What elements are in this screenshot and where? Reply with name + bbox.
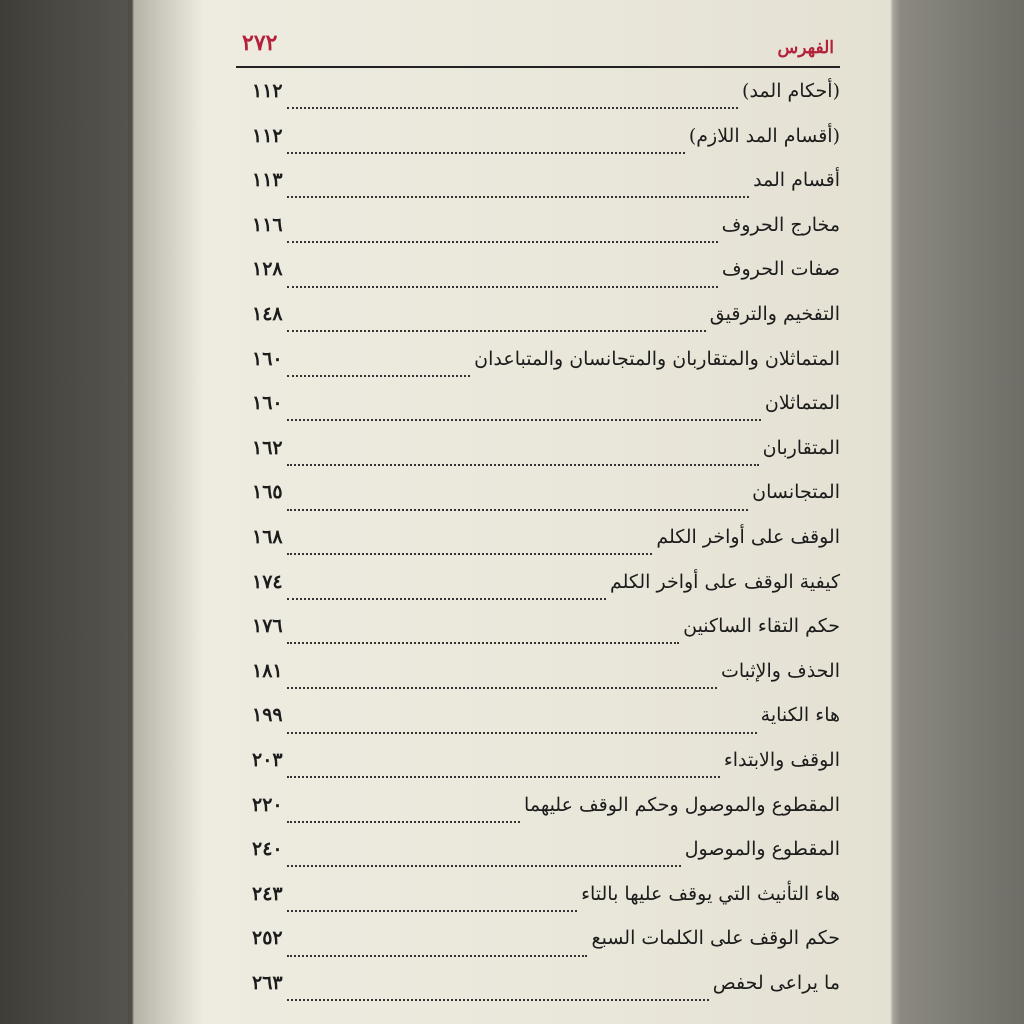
toc-entry-page: ١٢٨ — [252, 258, 283, 281]
toc-entry-page: ٢٥٢ — [252, 927, 283, 950]
toc-entry — [252, 972, 840, 1017]
toc-entry-title: التفخيم والترقيق — [709, 302, 840, 325]
toc-leader-dots — [287, 286, 718, 288]
toc-entry-page: ٢٦٣ — [252, 971, 283, 994]
toc-entry-title: ما يراعى لحفص — [712, 971, 840, 994]
toc-entry — [252, 303, 840, 348]
toc-entry-title: (أقسام المد اللازم) — [688, 124, 840, 147]
toc-entry — [252, 838, 840, 883]
toc-entry-page: ٢٤٠ — [252, 838, 283, 861]
toc-entry-title: الحذف والإثبات — [720, 659, 840, 682]
toc-leader-dots — [287, 732, 757, 734]
toc-entry-page: ٢٤٣ — [252, 882, 283, 905]
toc-leader-dots — [287, 999, 709, 1001]
toc-entry — [252, 125, 840, 170]
toc-entry — [252, 660, 840, 705]
toc-entry-title: الوقف والابتداء — [723, 748, 840, 771]
toc-entry — [252, 214, 840, 259]
toc-entry — [252, 615, 840, 660]
book-page — [134, 0, 892, 1024]
toc-entry — [252, 927, 840, 972]
toc-leader-dots — [287, 419, 761, 421]
toc-entry-title: هاء الكناية — [760, 704, 840, 727]
toc-entry — [252, 437, 840, 482]
toc-entry-page: ١١٢ — [252, 124, 283, 147]
toc-entry — [252, 80, 840, 125]
toc-leader-dots — [287, 241, 718, 243]
toc-entry-page: ١٦٨ — [252, 525, 283, 548]
toc-entry-page: ١١٣ — [252, 169, 283, 192]
toc-leader-dots — [287, 598, 606, 600]
toc-leader-dots — [287, 642, 679, 644]
toc-entry-page: ١٦٢ — [252, 436, 283, 459]
toc-entry — [252, 704, 840, 749]
toc-entry-page: ١٤٨ — [252, 302, 283, 325]
toc-leader-dots — [287, 330, 706, 332]
toc-entry — [252, 258, 840, 303]
toc-entry — [252, 883, 840, 928]
table-of-contents — [252, 80, 840, 1016]
toc-entry-title: الوقف على أواخر الكلم — [656, 525, 840, 548]
toc-entry-page: ١٨١ — [252, 659, 283, 682]
toc-entry-title: صفات الحروف — [721, 258, 840, 281]
toc-entry — [252, 794, 840, 839]
toc-entry-page: ٢٠٣ — [252, 748, 283, 771]
toc-entry-title: (أحكام المد) — [742, 80, 840, 102]
toc-entry-title: المقطوع والموصول وحكم الوقف عليهما — [524, 793, 840, 816]
toc-entry-title: مخارج الحروف — [721, 213, 840, 236]
toc-leader-dots — [287, 375, 471, 377]
toc-leader-dots — [287, 865, 681, 867]
toc-entry — [252, 169, 840, 214]
toc-entry-page: ١٦٠ — [252, 347, 283, 370]
toc-entry-title: المتجانسان — [752, 481, 840, 504]
toc-leader-dots — [287, 687, 717, 689]
toc-leader-dots — [287, 107, 738, 109]
toc-entry — [252, 749, 840, 794]
toc-leader-dots — [287, 910, 577, 912]
toc-entry — [252, 392, 840, 437]
toc-entry-page: ٢٢٠ — [252, 793, 283, 816]
toc-leader-dots — [287, 509, 749, 511]
toc-entry — [252, 348, 840, 393]
toc-entry-page: ١١٢ — [252, 80, 283, 102]
toc-entry-title: أقسام المد — [753, 169, 840, 192]
toc-entry — [252, 481, 840, 526]
toc-leader-dots — [287, 152, 685, 154]
toc-entry-page: ١٧٦ — [252, 615, 283, 638]
header-page-number: ٢٧٢ — [242, 30, 278, 56]
toc-entry-page: ١٩٩ — [252, 704, 283, 727]
toc-entry-title: حكم الوقف على الكلمات السبع — [591, 927, 840, 950]
toc-entry-title: المتقاربان — [762, 436, 840, 459]
toc-entry-page: ١٦٥ — [252, 481, 283, 504]
toc-entry-page: ١١٦ — [252, 213, 283, 236]
toc-entry-title: كيفية الوقف على أواخر الكلم — [609, 570, 840, 593]
toc-leader-dots — [287, 776, 720, 778]
toc-leader-dots — [287, 821, 520, 823]
running-header — [236, 20, 840, 68]
header-title: الفهرس — [777, 38, 834, 58]
toc-entry — [252, 571, 840, 616]
toc-leader-dots — [287, 196, 749, 198]
toc-entry — [252, 526, 840, 571]
toc-leader-dots — [287, 553, 653, 555]
toc-leader-dots — [287, 955, 588, 957]
toc-entry-page: ١٧٤ — [252, 570, 283, 593]
toc-leader-dots — [287, 464, 759, 466]
toc-entry-title: المتماثلان — [764, 392, 840, 415]
toc-entry-title: المقطوع والموصول — [684, 838, 840, 861]
toc-entry-title: حكم التقاء الساكنين — [683, 615, 840, 638]
toc-entry-page: ١٦٠ — [252, 392, 283, 415]
toc-entry-title: هاء التأنيث التي يوقف عليها بالتاء — [581, 882, 840, 905]
toc-entry-title: المتماثلان والمتقاربان والمتجانسان والمتباعدان — [474, 347, 840, 370]
